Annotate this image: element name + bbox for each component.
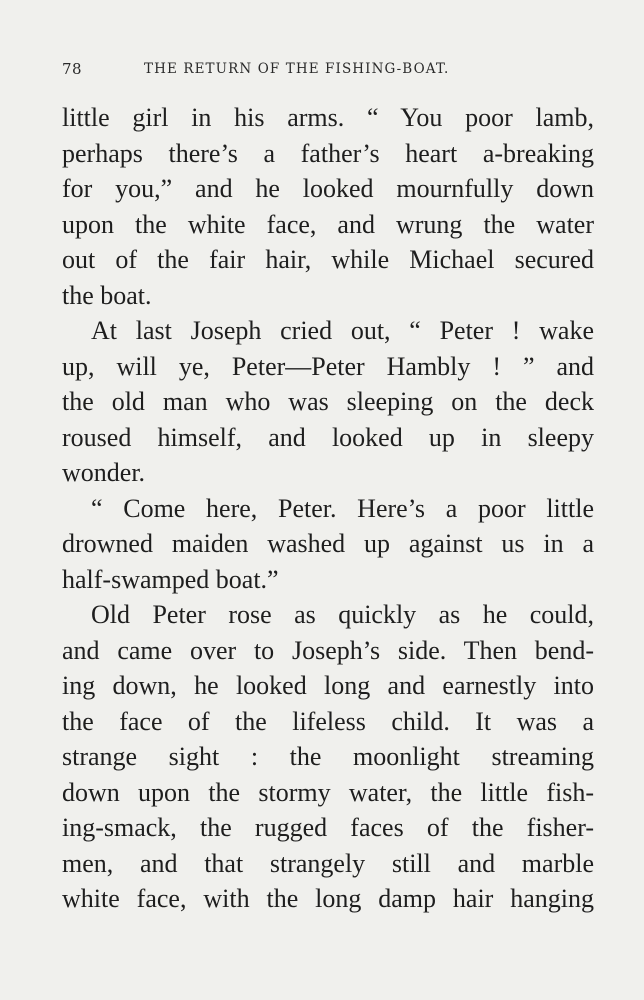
text-line: men, and that strangely still and marble (62, 848, 594, 878)
text-line: and came over to Joseph’s side. Then bend- (62, 635, 594, 665)
running-head (62, 60, 594, 84)
text-line: drowned maiden washed up against us in a (62, 529, 594, 558)
text-line: Old Peter rose as quickly as he could, (91, 600, 594, 629)
text-line: ing down, he looked long and earnestly into (62, 671, 594, 700)
text-line: wonder. (62, 458, 146, 487)
text-line: perhaps there’s a father’s heart a-breaking (62, 138, 594, 168)
text-line: little girl in his arms. “ You poor lamb, (62, 103, 594, 132)
text-line: for you,” and he looked mournfully down (62, 174, 594, 203)
text-line: the boat. (62, 280, 152, 310)
running-title: THE RETURN OF THE FISHING-BOAT. (144, 61, 450, 77)
text-line: strange sight : the moonlight streaming (62, 742, 594, 771)
text-line: up, will ye, Peter—Peter Hambly ! ” and (62, 351, 594, 381)
page-number: 78 (62, 60, 83, 78)
body-text (62, 100, 594, 917)
text-line: “ Come here, Peter. Here’s a poor little (91, 493, 594, 523)
text-line: At last Joseph cried out, “ Peter ! wake (91, 316, 594, 345)
text-line: down upon the stormy water, the little fish- (62, 777, 594, 807)
text-line: ing-smack, the rugged faces of the fisher- (62, 813, 594, 842)
text-line: out of the fair hair, while Michael secured (62, 245, 594, 274)
text-line: upon the white face, and wrung the water (62, 209, 594, 239)
text-line: roused himself, and looked up in sleepy (62, 422, 594, 452)
text-line: half-swamped boat.” (62, 564, 279, 594)
text-line: the old man who was sleeping on the deck (62, 387, 594, 416)
text-line: white face, with the long damp hair hanging (62, 884, 594, 913)
text-line: the face of the lifeless child. It was a (62, 706, 594, 736)
